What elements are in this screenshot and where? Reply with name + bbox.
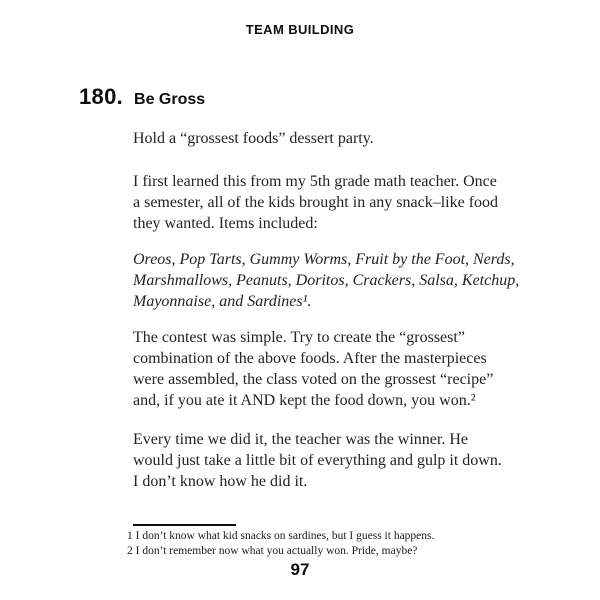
footnote-2: 2 I don’t remember now what you actually won. Pride, maybe?: [127, 545, 418, 557]
page-number: 97: [290, 560, 310, 579]
running-header: TEAM BUILDING: [245, 22, 355, 37]
text-line: Oreos, Pop Tarts, Gummy Worms, Fruit by the Foot, Nerds,: [133, 251, 515, 268]
text-line: Every time we did it, the teacher was the winner. He: [133, 431, 468, 448]
text-line: Mayonnaise, and Sardines¹.: [133, 293, 312, 310]
text-line: they wanted. Items included:: [133, 215, 318, 232]
text-line: a semester, all of the kids brought in any snack–like food: [133, 194, 499, 211]
section-number: 180.: [79, 84, 124, 109]
footnotes: [127, 529, 547, 559]
paragraph-food-list: [133, 249, 553, 312]
footnote-rule: [133, 524, 236, 526]
footnote-1: 1 I don’t know what kid snacks on sardines, but I guess it happens.: [127, 530, 435, 542]
text-line: I first learned this from my 5th grade math teacher. Once: [133, 173, 497, 190]
text-line: combination of the above foods. After the masterpieces: [133, 350, 487, 367]
text-line: The contest was simple. Try to create the “grossest”: [133, 329, 465, 346]
paragraph-contest-rules: [133, 327, 553, 411]
text-line: were assembled, the class voted on the grossest “recipe”: [133, 371, 494, 388]
text-line: Marshmallows, Peanuts, Doritos, Crackers, Salsa, Ketchup,: [133, 272, 520, 289]
paragraph-backstory: [133, 171, 553, 234]
text-line: Hold a “grossest foods” dessert party.: [133, 130, 374, 147]
paragraph-intro: [133, 128, 553, 149]
text-line: would just take a little bit of everything and gulp it down.: [133, 452, 502, 469]
body-text: [133, 128, 553, 492]
paragraph-teacher-winner: [133, 429, 553, 492]
section-heading: [79, 84, 205, 110]
text-line: I don’t know how he did it.: [133, 473, 308, 490]
section-title: Be Gross: [134, 91, 206, 108]
text-line: and, if you ate it AND kept the food down, you won.²: [133, 392, 476, 409]
